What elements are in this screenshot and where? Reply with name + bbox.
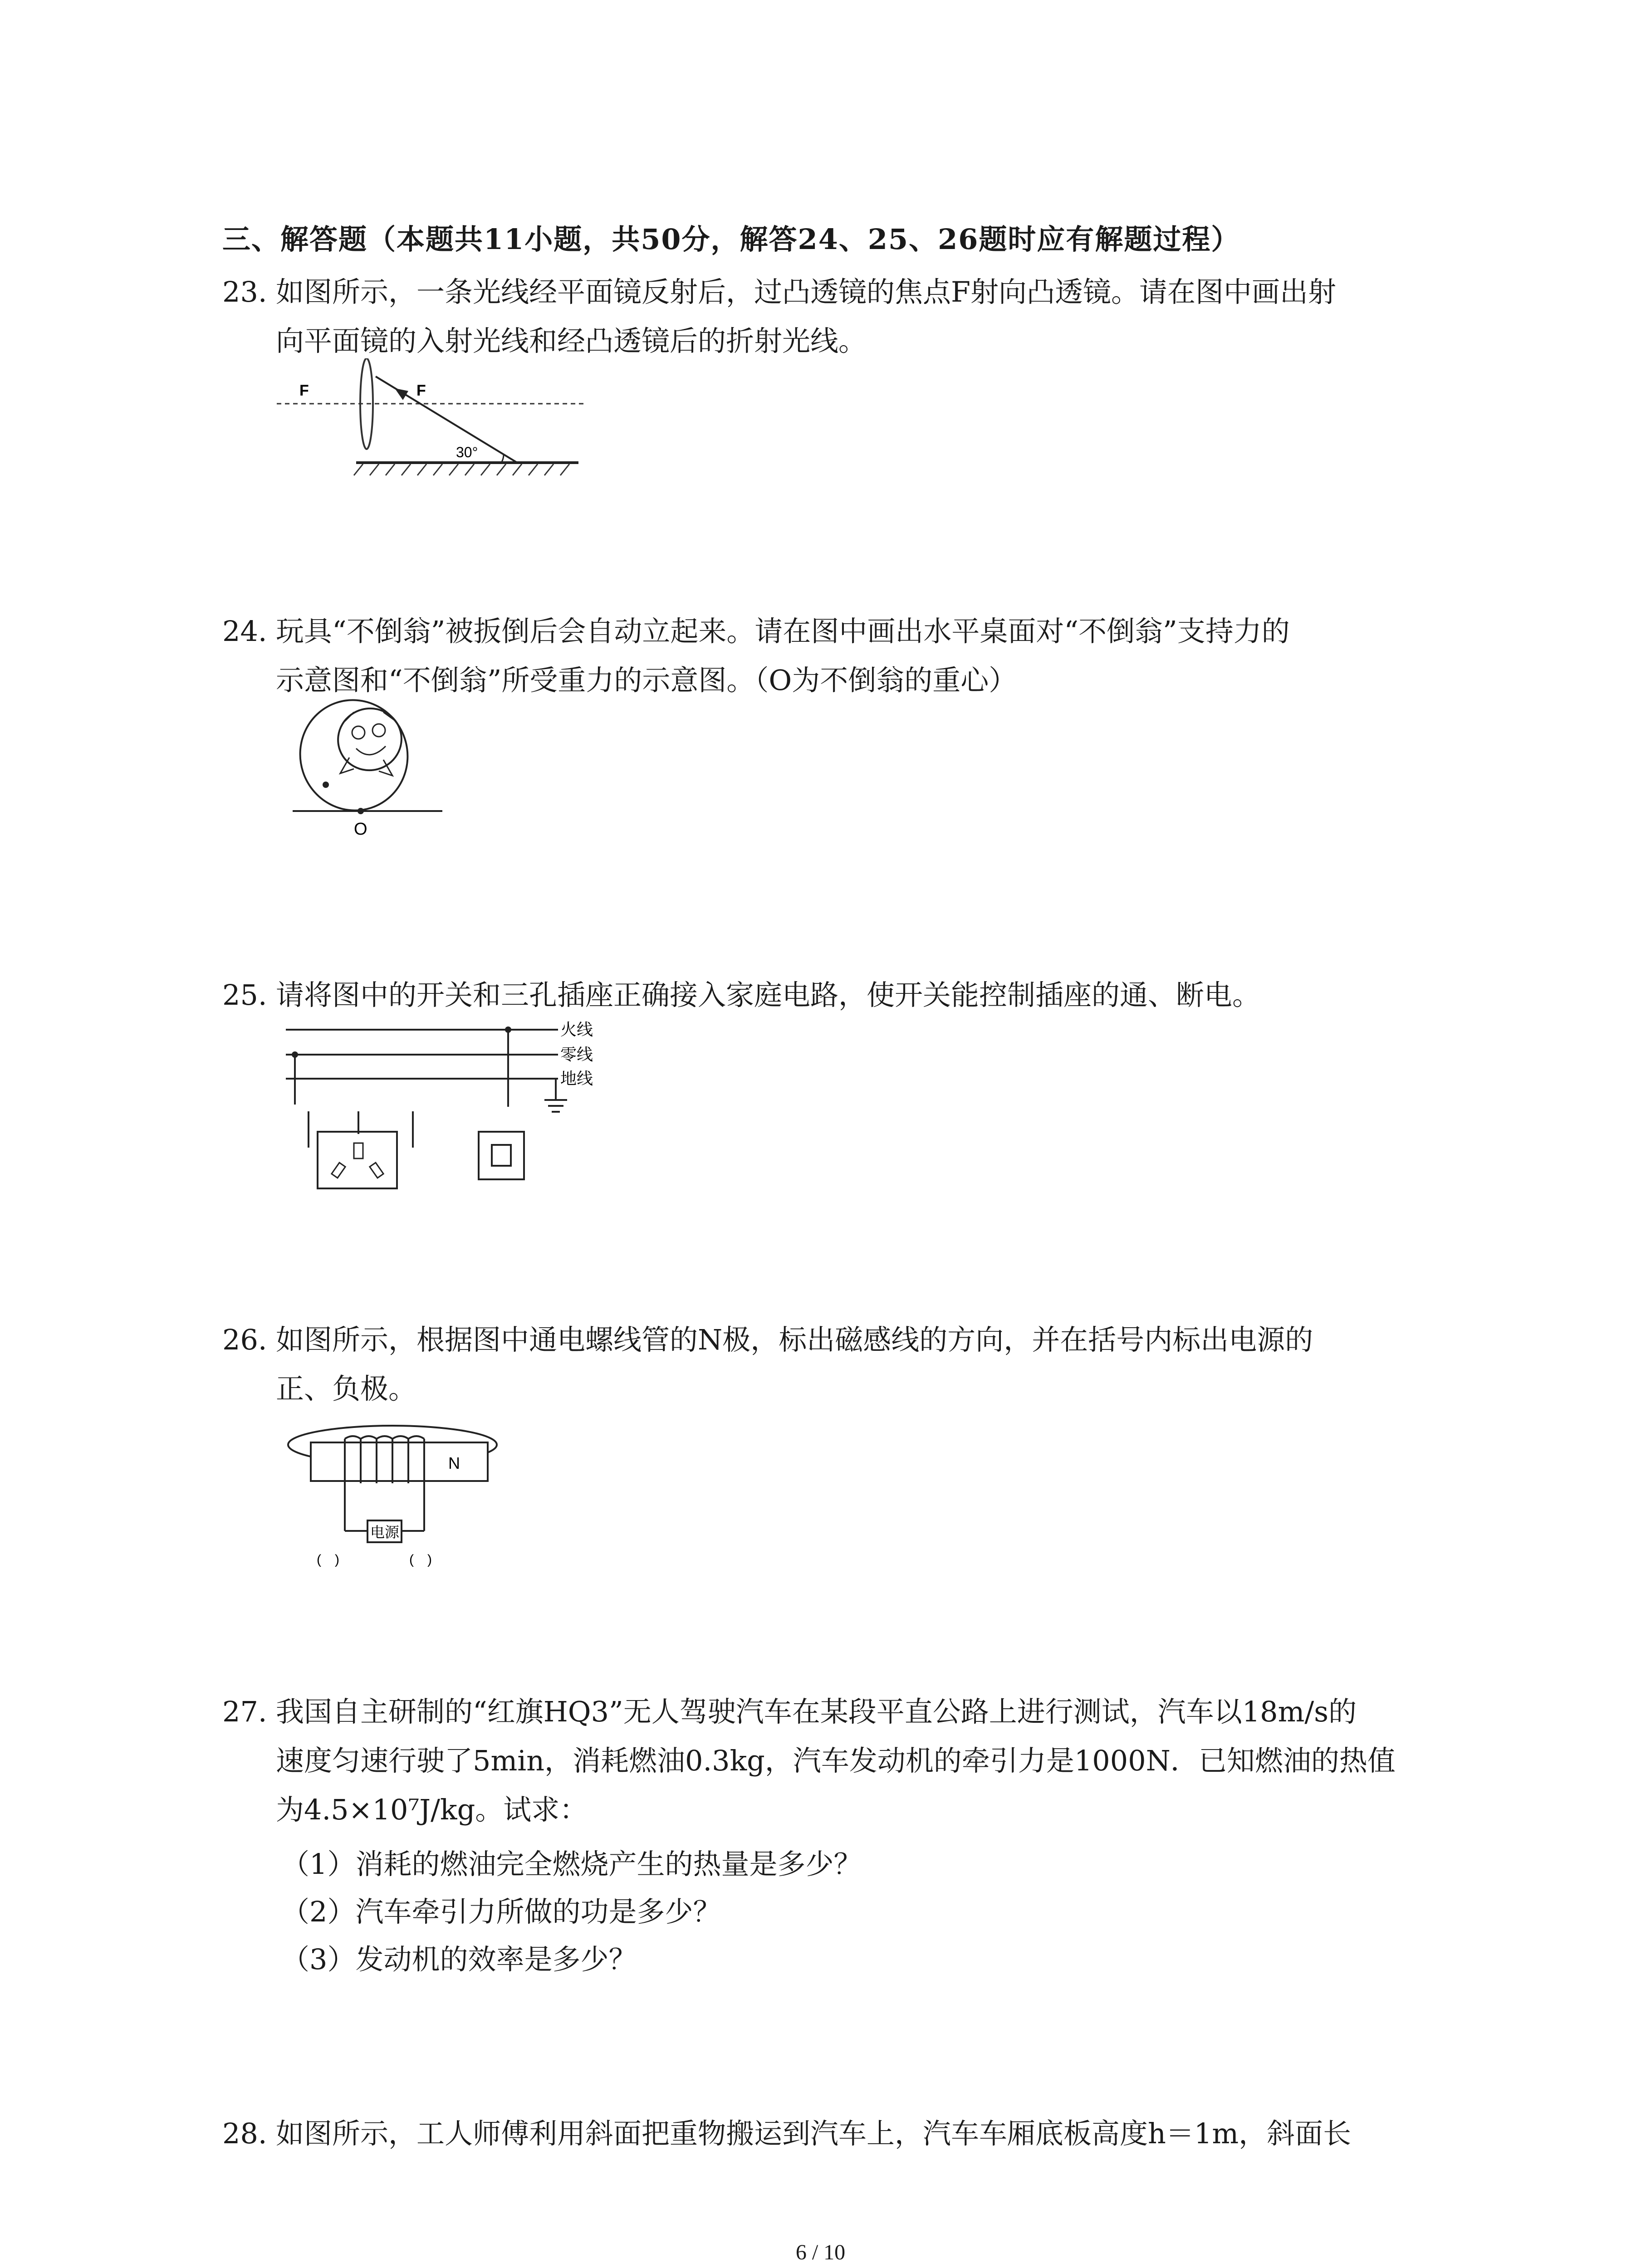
power-source-label: 电源 [370, 1524, 400, 1540]
question-number: 28. [222, 2117, 267, 2150]
question-text: 为4.5×10⁷J/kg。试求： [276, 1793, 588, 1826]
question-23 [222, 268, 1336, 366]
sub-question-1: （1）消耗的燃油完全燃烧产生的热量是多少？ [281, 1848, 862, 1881]
ray-arrowhead [395, 388, 408, 400]
question-number: 24. [222, 615, 267, 648]
sub-question-3: （3）发动机的效率是多少？ [281, 1943, 637, 1976]
question-text: 速度匀速行驶了5min，消耗燃油0.3kg，汽车发动机的牵引力是1000N．已知燃油的热值 [276, 1744, 1396, 1777]
question-text: 如图所示，根据图中通电螺线管的N极，标出磁感线的方向，并在括号内标出电源的 [276, 1323, 1313, 1356]
figure-household-circuit [277, 1016, 612, 1198]
question-number: 23. [222, 275, 267, 308]
tumbler-face [340, 712, 395, 776]
figure-mirror-lens [272, 358, 590, 481]
ground-wire-label: 地线 [560, 1069, 593, 1088]
question-number: 25. [222, 978, 267, 1012]
focus-left-label: F [299, 382, 309, 399]
tumbler-head [331, 701, 408, 777]
question-number: 26. [222, 1323, 267, 1356]
question-26 [222, 1315, 1313, 1413]
mirror-hatching [354, 464, 569, 475]
question-text: 向平面镜的入射光线和经凸透镜后的折射光线。 [276, 324, 867, 357]
question-text: 如图所示，一条光线经平面镜反射后，过凸透镜的焦点F射向凸透镜。请在图中画出射 [276, 275, 1337, 308]
right-terminal-bracket: ( ) [409, 1552, 432, 1567]
left-terminal-bracket: ( ) [317, 1552, 339, 1567]
angle-label: 30° [456, 444, 478, 460]
question-text: 我国自主研制的“红旗HQ3”无人驾驶汽车在某段平直公路上进行测试，汽车以18m/s的 [276, 1695, 1357, 1728]
north-pole-label: N [448, 1454, 460, 1472]
page-number: 6 / 10 [795, 2240, 846, 2264]
question-text: 玩具“不倒翁”被扳倒后会自动立起来。请在图中画出水平桌面对“不倒翁”支持力的 [276, 615, 1290, 648]
switch [479, 1132, 524, 1179]
section-heading: 三、解答题（本题共11小题，共50分，解答24、25、26题时应有解题过程） [222, 223, 1240, 256]
question-27 [222, 1687, 1396, 1834]
three-hole-socket [318, 1132, 397, 1188]
question-28 [222, 2109, 1351, 2158]
center-of-gravity-dot [323, 782, 329, 788]
question-text: 如图所示，工人师傅利用斜面把重物搬运到汽车上，汽车车厢底板高度h＝1m，斜面长 [276, 2117, 1352, 2150]
neutral-wire-label: 零线 [560, 1045, 593, 1064]
solenoid-core [311, 1442, 488, 1481]
figure-tumbler-toy [286, 694, 445, 844]
question-number: 27. [222, 1695, 267, 1728]
question-text: 请将图中的开关和三孔插座正确接入家庭电路，使开关能控制插座的通、断电。 [276, 978, 1261, 1012]
point-label: O [354, 820, 367, 839]
question-24 [222, 607, 1290, 705]
question-text: 正、负极。 [276, 1372, 417, 1405]
sub-question-2: （2）汽车牵引力所做的功是多少？ [281, 1895, 721, 1928]
question-25 [222, 971, 1260, 1020]
live-wire-label: 火线 [560, 1020, 593, 1039]
question-text: 示意图和“不倒翁”所受重力的示意图。（O为不倒翁的重心） [276, 664, 1017, 697]
figure-solenoid [281, 1420, 508, 1569]
focus-right-label: F [416, 382, 426, 399]
